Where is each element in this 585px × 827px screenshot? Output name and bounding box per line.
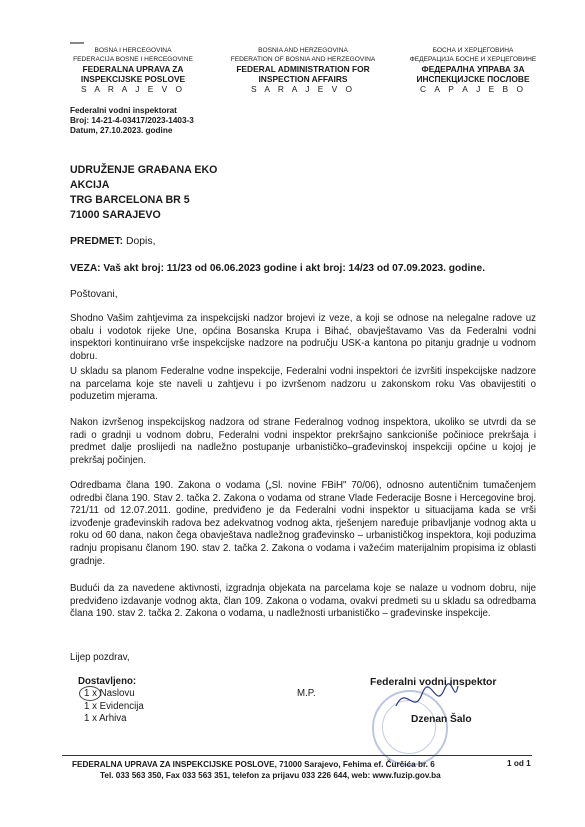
subject-line — [70, 236, 155, 247]
seal-placeholder: M.P. — [297, 688, 316, 699]
distribution-title: Dostavljeno: — [78, 676, 137, 687]
signatory-title: Federalni vodni inspektor — [370, 677, 497, 688]
header-line: BOSNIA AND HERZEGOVINA — [258, 47, 348, 54]
subject-value: Dopis, — [126, 236, 156, 247]
body-paragraph: Budući da za navedene aktivnosti, izgradnja objekata na parcelama koje se nalaze u vodnom dobru, nije predviđeno izdavanje vodnog akta, član 109. Zakona o vodama, ovakvi predmeti su u skladu sa odredbama člana 190. stav 2. tačka 2. Zakona o vodama, u nadležnosti urbanističko – građevinske inspekcije. — [70, 583, 536, 620]
recipient-line: AKCIJA — [70, 179, 110, 191]
distribution-item: 1 x Arhiva — [84, 713, 127, 724]
document-number: Broj: 14-21-4-03417/2023-1403-3 — [70, 116, 194, 126]
distribution-item: 1 x Evidencija — [84, 700, 144, 712]
document-meta — [70, 106, 194, 137]
header-cyrillic — [393, 46, 553, 95]
authority-name: Federalni vodni inspektorat — [70, 106, 177, 115]
greeting: Poštovani, — [70, 289, 118, 300]
footer-contacts: Tel. 033 563 350, Fax 033 563 351, telefon za prijavu 033 226 644, web: www.fuzip.gov.ba — [100, 771, 441, 780]
header-line: INSPEKCIJSKE POSLOVE — [80, 74, 186, 84]
closing: Lijep pozdrav, — [70, 652, 130, 663]
header-bosnian — [58, 46, 208, 95]
recipient-line: UDRUŽENJE GRAĐANA EKO — [70, 164, 218, 176]
body-paragraph: Shodno Vašim zahtjevima za inspekcijski nadzor brojevi iz veze, a koji se odnose na nelegalne radove uz obalu i vodotok rijeke Une, općina Bosanska Krupa i Bihać, obavještavamo Vas da Federalni vodni inspektori kontinuirano vrše inspekcijske nadzore na području USK-a kantona po pitanju gradnje u vodnom dobru. — [70, 313, 536, 362]
header-line: FEDERALNA UPRAVA ZA — [82, 64, 184, 74]
page-number: 1 od 1 — [507, 759, 531, 768]
footer-divider — [62, 755, 532, 756]
header-line: БОСНА И ХЕРЦЕГОВИНА — [432, 47, 514, 54]
header-line: ФЕДЕРАЛНА УПРАВА ЗА — [421, 64, 525, 74]
recipient-line: 71000 SARAJEVO — [70, 209, 161, 221]
header-line: ФЕДЕРАЦИЈА БОСНЕ И ХЕРЦЕГОВИНЕ — [409, 56, 537, 63]
header-line: BOSNA I HERCEGOVINA — [94, 47, 172, 54]
header-line: INSPECTION AFFAIRS — [258, 74, 348, 84]
signatory-name: Dzenan Šalo — [411, 714, 472, 725]
header-line: S A R A J E V O — [80, 84, 186, 94]
body-paragraph: Nakon izvršenog inspekcijskog nadzora od strane Federalnog vodnog inspektora, ukoliko se utvrdi da se radi o gradnji u vodnom dobru, Federalni vodni inspektor prekršajno sankcioniše počinioce prekršaja i predmet dalje proslijedi na nadležno postupanje urbanističko–građevinskoj inspekciji općine u kojoj je prekršaj počinjen. — [70, 417, 536, 466]
recipient-address — [70, 163, 217, 223]
footer-address: FEDERALNA UPRAVA ZA INSPEKCIJSKE POSLOVE, 71000 Sarajevo, Fehima ef. Čurčića br. 6 — [72, 760, 435, 769]
header-line: FEDERAL ADMINISTRATION FOR — [236, 64, 370, 74]
header-line: S A R A J E V O — [250, 84, 356, 94]
document-date: Datum, 27.10.2023. godine — [70, 126, 173, 136]
distribution-list — [84, 688, 144, 726]
body-paragraph: U skladu sa planom Federalne vodne inspekcije, Federalni vodni inspektori će izvršiti inspekcijske nadzore na parcelama koje ste naveli u zahtjevu i po izvršenom nadzoru u zakonskom roku Vas obavijestiti o poduzetim mjerama. — [70, 366, 536, 403]
footer — [72, 759, 542, 781]
reference-line: VEZA: Vaš akt broj: 11/23 od 06.06.2023 godine i akt broj: 14/23 od 07.09.2023. godine. — [70, 263, 486, 274]
header-line: FEDERATION OF BOSNIA AND HERZEGOVINA — [230, 56, 376, 63]
body-paragraph: Odredbama člana 190. Zakona o vodama („Sl. novine FBiH" 70/06), odnosno autentičnim tumačenjem odredbi člana 190. Stav 2. tačka 2. Zakona o vodama od strane Vlade Federacije Bosne i Hercegovine broj. 721/11 od 12.07.2011. godine, predviđeno je da Federalni vodni inspektor u situacijama kada se vrši izvođenje građevinskih radova bez adekvatnog vodnog akta, rješenjem naređuje pribavljanje vodnog akta u roku od 60 dana, nakon čega obavještava nadležnog građevinsko – urbanističkog inspektora, koji poduzima radnju propisanu članom 190. stav 2. tačka 2. Zakona o vodama i važećim materijalnim propisima iz oblasti gradnje. — [70, 480, 536, 567]
recipient-line: TRG BARCELONA BR 5 — [70, 194, 190, 206]
distribution-item: 1 x Naslovu — [84, 688, 135, 699]
subject-label: PREDMET: — [70, 236, 124, 247]
header-english — [218, 46, 388, 95]
header-line: С А Р А Ј Е В О — [420, 84, 526, 94]
header-line: ИНСПЕКЦИЈСКЕ ПОСЛОВЕ — [416, 74, 530, 84]
header-line: FEDERACIJA BOSNE I HERCEGOVINE — [73, 56, 193, 63]
